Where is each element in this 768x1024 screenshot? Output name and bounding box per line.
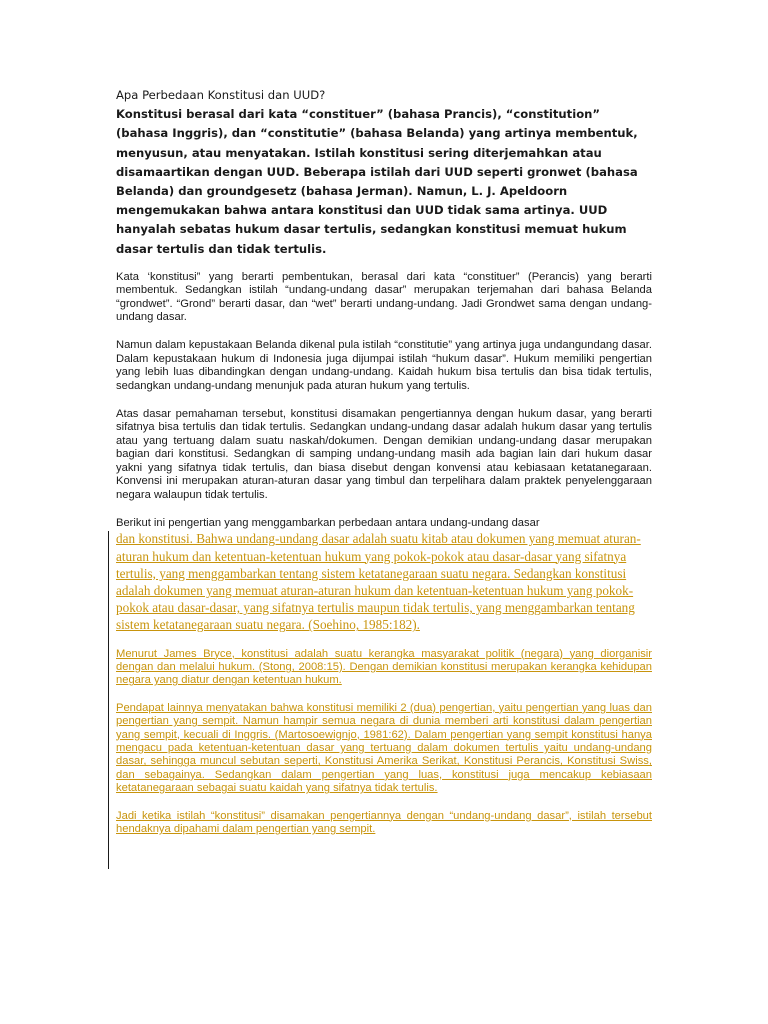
inserted-paragraph-kesimpulan: Jadi ketika istilah “konstitusi” disamakan pengertiannya dengan “undang-undang dasar”, istilah tersebut hendaknya dipahami dalam pengertian yang sempit. [116, 809, 652, 836]
inserted-paragraph-pengertian: Pendapat lainnya menyatakan bahwa konstitusi memiliki 2 (dua) pengertian, yaitu pengertian yang luas dan pengertian yang sempit. Namun hampir semua negara di dunia memberi arti konstitusi dalam pengertian yang sempit, kecuali di Inggris. (Martosoewignjo, 1981:62). Dalam pengertian yang sempit konstitusi hanya mengacu pada ketentuan-ketentuan dasar yang tertuang dalam dokumen tertulis yaitu undang-undang dasar, sehingga muncul sebutan seperti, Konstitusi Amerika Serikat, Konstitusi Perancis, Konstitusi Swiss, dan sebagainya. Sedangkan dalam pengertian yang luas, konstitusi juga mencakup kebiasaan ketatanegaraan sebagai suatu kaidah yang sifatnya tidak tertulis. [116, 701, 652, 795]
change-bar [108, 531, 109, 869]
intro-paragraph: Konstitusi berasal dari kata “constituer” (bahasa Prancis), “constitution” (bahasa Inggris), dan “constitutie” (bahasa Belanda) yang artinya membentuk, menyusun, atau menyatakan. Istilah konstitusi sering diterjemahkan atau disamaartikan dengan UUD. Beberapa istilah dari UUD seperti gronwet (bahasa Belanda) dan groundgesetz (bahasa Jerman). Namun, L. J. Apeldoorn mengemukakan bahwa antara konstitusi dan UUD tidak sama artinya. UUD hanyalah sebatas hukum dasar tertulis, sedangkan konstitusi memuat hukum dasar tertulis dan tidak tertulis. [116, 107, 638, 256]
inserted-definition-text: dan konstitusi. Bahwa undang-undang dasar adalah suatu kitab atau dokumen yang memuat aturan-aturan hukum dan ketentuan-ketentuan hukum yang pokok-pokok atau dasar-dasar yang sifatnya tertulis, yang menggambarkan tentang sistem ketatanegaraan suatu negara. Sedangkan konstitusi adalah dokumen yang memuat aturan-aturan hukum dan ketentuan-ketentuan hukum yang pokok-pokok atau dasar-dasar, yang sifatnya tertulis maupun tidak tertulis, yang menggambarkan tentang sistem ketatanegaraan suatu negara. (Soehino, 1985:182). [116, 531, 641, 633]
tracked-lead-text: Berikut ini pengertian yang menggambarkan perbedaan antara undang-undang dasar [116, 516, 540, 529]
document-page [116, 86, 652, 850]
document-title: Apa Perbedaan Konstitusi dan UUD? [116, 88, 326, 102]
inserted-paragraph-bryce: Menurut James Bryce, konstitusi adalah suatu kerangka masyarakat politik (negara) yang diorganisir dengan dan melalui hukum. (Stong, 2008:15). Dengan demikian konstitusi merupakan kerangka kehidupan negara yang diatur dengan ketentuan hukum. [116, 647, 652, 687]
paragraph-etymology: Kata ‘konstitusi” yang berarti pembentukan, berasal dari kata “constituer” (Perancis) yang berarti membentuk. Sedangkan istilah “undang-undang dasar” merupakan terjemahan dari bahasa Belanda “grondwet”. “Grond” berarti dasar, dan “wet” berarti undang-undang. Jadi Grondwet sama dengan undang-undang dasar. [116, 270, 652, 324]
tracked-changes-block [116, 517, 652, 837]
intro-block [116, 86, 652, 259]
paragraph-constitutie: Namun dalam kepustakaan Belanda dikenal pula istilah “constitutie” yang artinya juga undangundang dasar. Dalam kepustakaan hukum di Indonesia juga dijumpai istilah “hukum dasar”. Hukum memiliki pengertian yang lebih luas dibandingkan dengan undang-undang. Kaidah hukum bisa tertulis dan bisa tidak tertulis, sedangkan undang-undang menunjuk pada aturan hukum yang tertulis. [116, 339, 652, 392]
paragraph-hukum-dasar: Atas dasar pemahaman tersebut, konstitusi disamakan pengertiannya dengan hukum dasar, yang berarti sifatnya bisa tertulis dan tidak tertulis. Sedangkan undang-undang dasar adalah hukum dasar yang tertulis atau yang tertuang dalam suatu naskah/dokumen. Dengan demikian undang-undang dasar merupakan bagian dari konstitusi. Sedangkan di samping undang-undang masih ada bagian lain dari hukum dasar yakni yang sifatnya tidak tertulis, dan biasa disebut dengan konvensi atau kebiasaan ketatanegaraan. Konvensi ini merupakan aturan-aturan dasar yang timbul dan terpelihara dalam praktek penyelenggaraan negara walaupun tidak tertulis. [116, 408, 652, 501]
